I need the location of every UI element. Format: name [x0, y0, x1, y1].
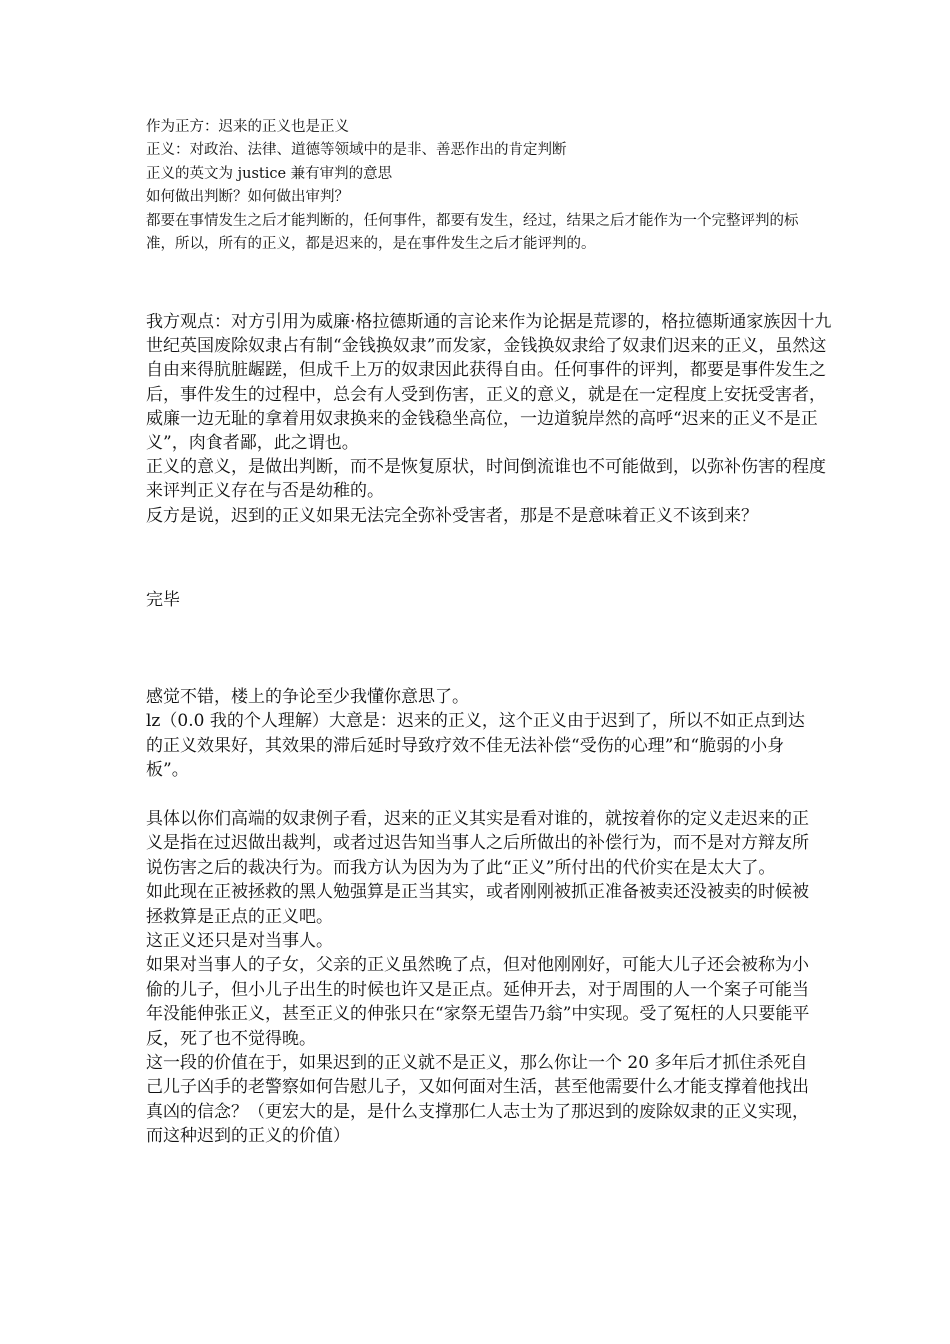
paragraph: 如此现在正被拯救的黑人勉强算是正当其实，或者刚刚被抓正准备被卖还没被卖的时候被拯救算是正点的正义吧。	[146, 882, 809, 927]
paragraph: 这正义还只是对当事人。	[146, 931, 333, 952]
opening-statement	[146, 116, 816, 256]
text-line: 正义：对政治、法律、道德等领域中的是非、善恶作出的肯定判断	[146, 142, 567, 159]
blank-line	[146, 783, 814, 807]
text-line: 作为正方：迟来的正义也是正义	[146, 119, 349, 135]
argument-section	[146, 310, 838, 528]
paragraph: lz（0.0 我的个人理解）大意是：迟来的正义，这个正义由于迟到了，所以不如正点到达的正义效果好，其效果的滞后延时导致疗效不佳无法补偿“受伤的心理”和“脆弱的小身板”。	[146, 711, 805, 781]
reply-section	[146, 685, 814, 1149]
paragraph: 如果对当事人的子女，父亲的正义虽然晚了点，但对他刚刚好，可能大儿子还会被称为小偷的儿子，但小儿子出生的时候也许又是正点。延伸开去，对于周围的人一个案子可能当年没能伸张正义，甚至正义的伸张只在“家祭无望告乃翁”中实现。受了冤枉的人只要能平反，死了也不觉得晚。	[146, 955, 810, 1049]
text-line: 正义的英文为 justice 兼有审判的意思	[146, 165, 393, 182]
text-line: 如何做出判断？如何做出审判？	[146, 189, 349, 206]
paragraph: 感觉不错，楼上的争论至少我懂你意思了。	[146, 687, 469, 707]
text-line: 都要在事情发生之后才能判断的，任何事件，都要有发生，经过，结果之后才能作为一个完整评判的标准，所以，所有的正义，都是迟来的，是在事件发生之后才能评判的。	[146, 212, 799, 253]
paragraph: 我方观点：对方引用为威廉·格拉德斯通的言论来作为论据是荒谬的，格拉德斯通家族因十九世纪英国废除奴隶占有制“金钱换奴隶”而发家，金钱换奴隶给了奴隶们迟来的正义，虽然这自由来得肮脏龌蹉，但成千上万的奴隶因此获得自由。任何事件的评判，都要是事件发生之后，事件发生的过程中，总会有人受到伤害，正义的意义，就是在一定程度上安抚受害者，威廉一边无耻的拿着用奴隶换来的金钱稳坐高位，一边道貌岸然的高呼“迟来的正义不是正义”，肉食者鄙，此之谓也。	[146, 312, 832, 454]
paragraph: 反方是说，迟到的正义如果无法完全弥补受害者，那是不是意味着正义不该到来？	[146, 505, 758, 526]
paragraph: 这一段的价值在于，如果迟到的正义就不是正义，那么你让一个 20 多年后才抓住杀死自己儿子凶手的老警察如何告慰儿子，又如何面对生活，甚至他需要什么才能支撑着他找出真凶的信念？（更宏大的是，是什么支撑那仁人志士为了那迟到的废除奴隶的正义实现，而这种迟到的正义的价值）	[146, 1053, 809, 1147]
closing-text: 完毕	[146, 590, 180, 610]
paragraph: 具体以你们高端的奴隶例子看，迟来的正义其实是看对谁的，就按着你的定义走迟来的正义是指在过迟做出裁判，或者过迟告知当事人之后所做出的补偿行为，而不是对方辩友所说伤害之后的裁决行为。而我方认为因为为了此“正义”所付出的代价实在是太大了。	[146, 809, 809, 878]
paragraph: 正义的意义，是做出判断，而不是恢复原状，时间倒流谁也不可能做到，以弥补伤害的程度来评判正义存在与否是幼稚的。	[146, 457, 826, 502]
